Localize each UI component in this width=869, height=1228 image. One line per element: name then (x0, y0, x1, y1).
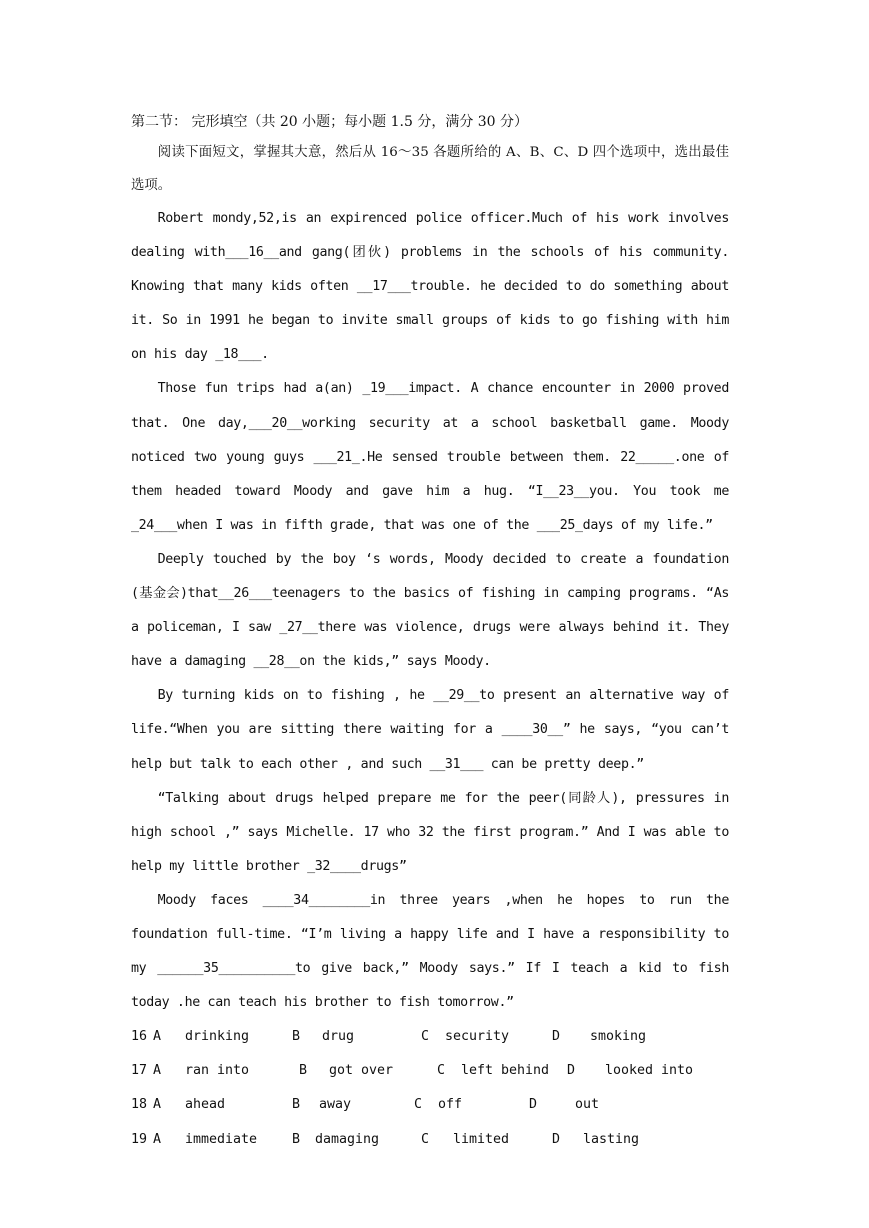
option-c-letter: C (421, 1029, 430, 1045)
option-a-text: ran into (185, 1063, 250, 1079)
passage-paragraph-4: By turning kids on to fishing , he __29__to present an alternative way of life.“When you are sitting there waiting for a ____30__” he says, “you can’t help but talk to each other , and such __31___ can be pretty deep.” (131, 688, 729, 772)
question-number: 19 (131, 1131, 148, 1147)
option-row-18 (131, 1088, 729, 1122)
option-b-letter: B (299, 1063, 308, 1079)
option-d-letter: D (529, 1097, 538, 1113)
option-d-text: smoking (590, 1029, 647, 1045)
option-a-letter: A (153, 1029, 162, 1045)
option-row-17 (131, 1054, 729, 1088)
passage-paragraph-5: “Talking about drugs helped prepare me for the peer(同龄人), pressures in high school ,” says Michelle. 17 who 32 the first program.” And I was able to help my little brother _32____drugs” (131, 790, 729, 874)
option-b-text: got over (329, 1063, 394, 1079)
option-a-text: immediate (185, 1131, 258, 1147)
option-c-text: limited (453, 1131, 510, 1147)
passage-paragraph-3: Deeply touched by the boy ‘s words, Moody decided to create a foundation (基金会)that__26___teenagers to the basics of fishing in camping programs. “As a policeman, I saw _27__there was violence, drugs were always behind it. They have a damaging __28__on the kids,” says Moody. (131, 551, 729, 670)
option-d-text: out (575, 1097, 600, 1113)
option-d-letter: D (552, 1029, 561, 1045)
answer-options (131, 1020, 729, 1156)
option-d-letter: D (552, 1131, 561, 1147)
option-a-letter: A (153, 1063, 162, 1079)
option-c-text: left behind (461, 1063, 550, 1079)
option-c-letter: C (421, 1131, 430, 1147)
option-b-letter: B (292, 1097, 301, 1113)
option-b-text: away (319, 1097, 352, 1113)
question-number: 18 (131, 1097, 148, 1113)
option-c-letter: C (414, 1097, 423, 1113)
option-b-text: drug (322, 1029, 355, 1045)
option-d-letter: D (567, 1063, 576, 1079)
option-c-letter: C (437, 1063, 446, 1079)
option-a-letter: A (153, 1131, 162, 1147)
option-d-text: lasting (583, 1131, 640, 1147)
option-b-letter: B (292, 1131, 301, 1147)
option-row-19 (131, 1123, 729, 1157)
option-d-text: looked into (605, 1063, 694, 1079)
document-page (131, 108, 729, 1157)
option-b-text: damaging (315, 1131, 380, 1147)
section-title: 第二节： 完形填空（共 20 小题；每小题 1.5 分，满分 30 分） (131, 114, 529, 130)
option-row-16 (131, 1020, 729, 1054)
question-number: 17 (131, 1063, 148, 1079)
option-a-text: drinking (185, 1029, 250, 1045)
option-c-text: security (445, 1029, 510, 1045)
instructions-paragraph: 阅读下面短文，掌握其大意，然后从 16～35 各题所给的 A、B、C、D 四个选项中，选出最佳选项。 (131, 145, 729, 193)
passage-paragraph-2: Those fun trips had a(an) _19___impact. A chance encounter in 2000 proved that. One day,___20__working security at a school basketball game. Moody noticed two young guys ___21_.He sensed trouble between them. 22_____.one of them headed toward Moody and gave him a hug. “I__23__you. You took me _24___when I was in fifth grade, that was one of the ___25_days of my life.” (131, 381, 729, 533)
option-c-text: off (438, 1097, 463, 1113)
option-a-text: ahead (185, 1097, 226, 1113)
passage-paragraph-1: Robert mondy,52,is an expirenced police officer.Much of his work involves dealing with___16__and gang(团伙) problems in the schools of his community. Knowing that many kids often __17___trouble. he decided to do something about it. So in 1991 he began to invite small groups of kids to go fishing with him on his day _18___. (131, 211, 729, 363)
passage-paragraph-6: Moody faces ____34________in three years ,when he hopes to run the foundation full-time. “I’m living a happy life and I have a responsibility to my ______35__________to give back,” Moody says.” If I teach a kid to fish today .he can teach his brother to fish tomorrow.” (131, 892, 729, 1011)
option-a-letter: A (153, 1097, 162, 1113)
question-number: 16 (131, 1029, 148, 1045)
option-b-letter: B (292, 1029, 301, 1045)
